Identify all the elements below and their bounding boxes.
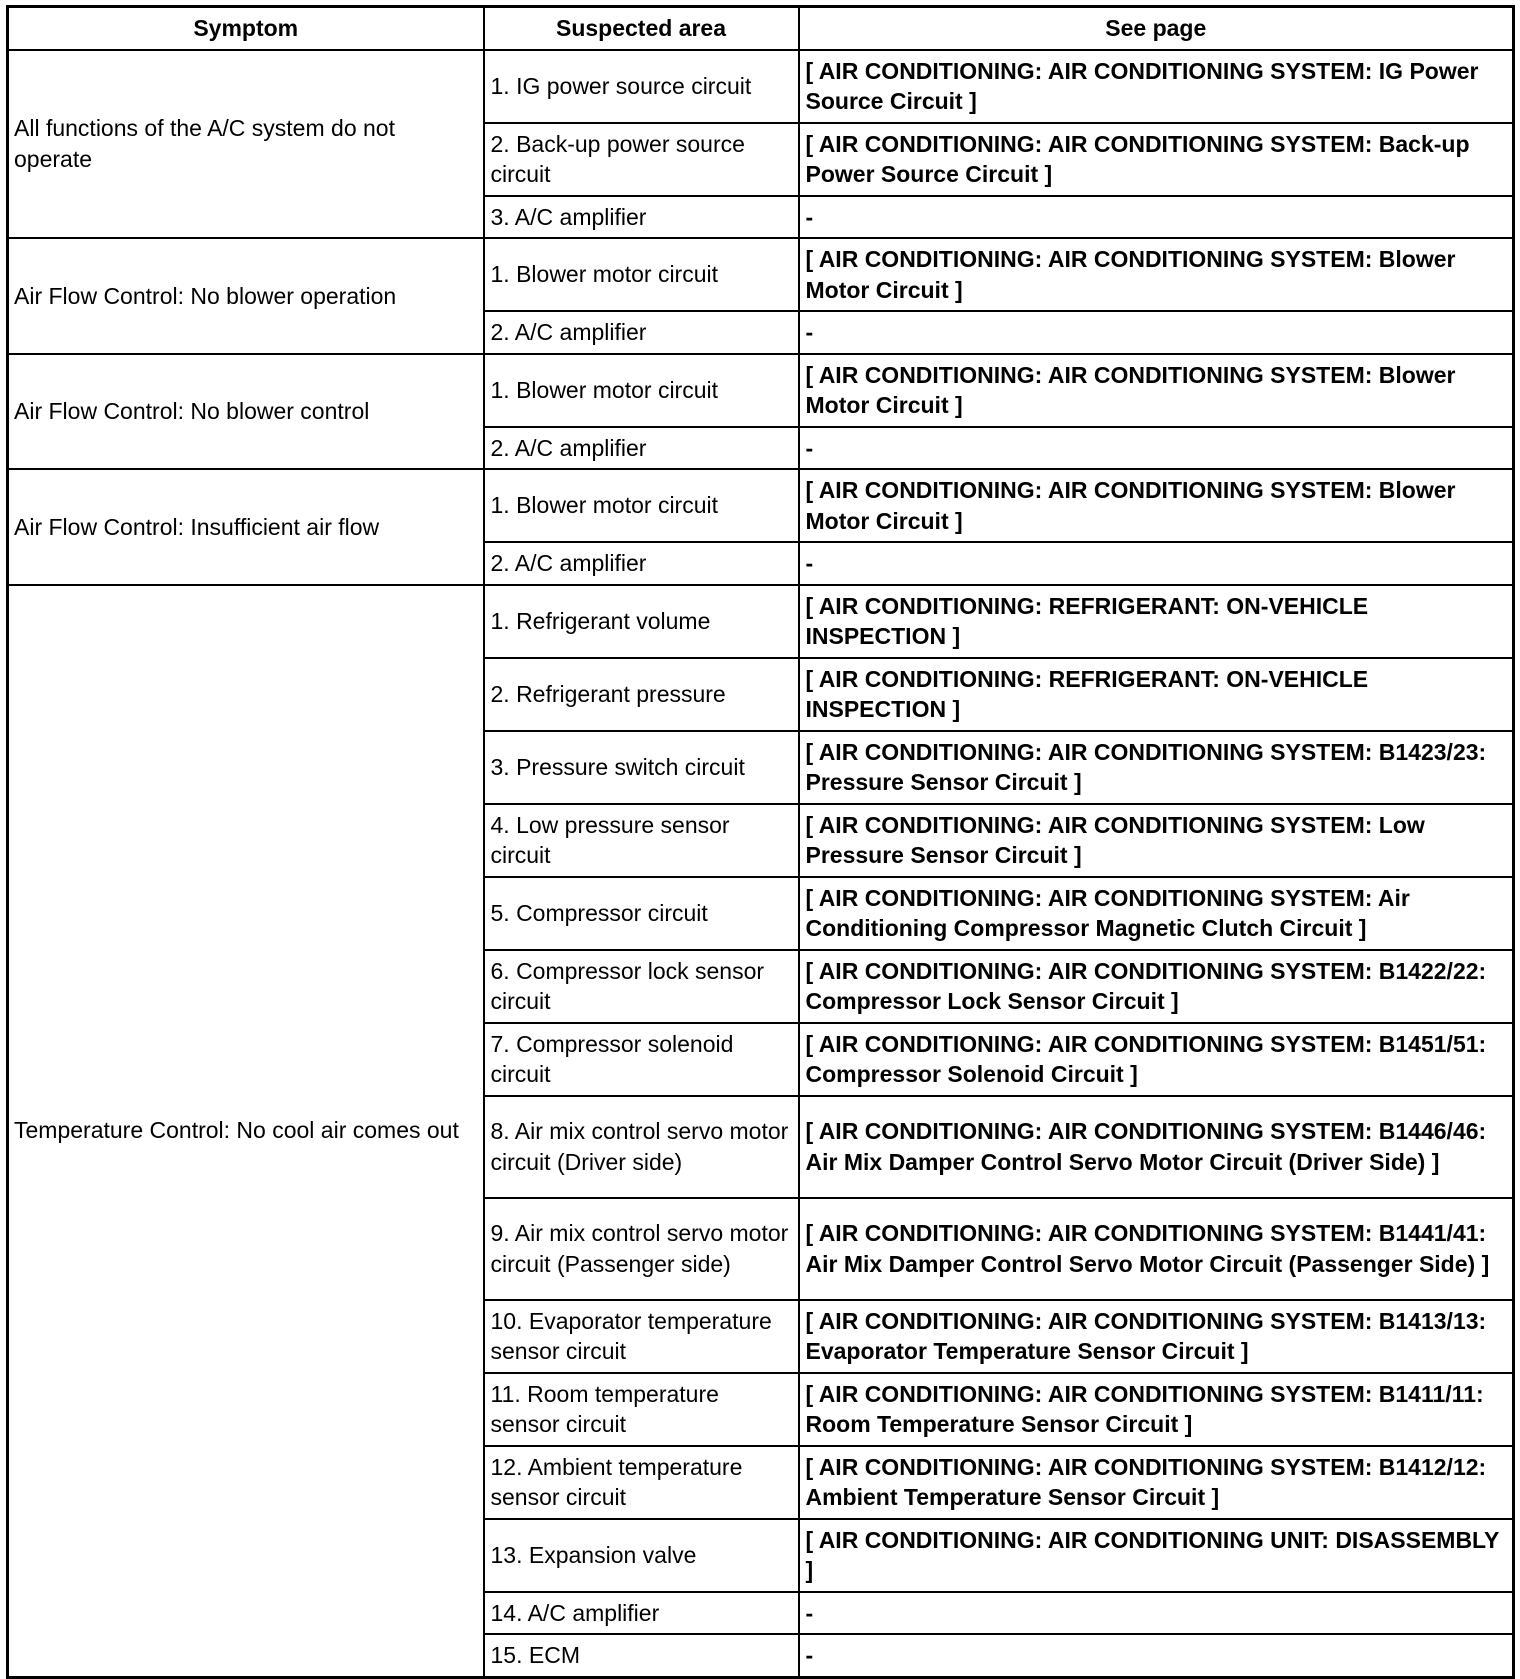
see-page-reference-cell[interactable]: [ AIR CONDITIONING: AIR CONDITIONING SYSTEM: B1451/51: Compressor Solenoid Circuit ] [799,1023,1514,1096]
see-page-reference-cell[interactable]: [ AIR CONDITIONING: AIR CONDITIONING SYSTEM: B1423/23: Pressure Sensor Circuit ] [799,731,1514,804]
table-row [8,585,1514,658]
suspected-area-cell: 3. Pressure switch circuit [484,731,799,804]
suspected-area-cell: 12. Ambient temperature sensor circuit [484,1446,799,1519]
suspected-area-cell: 1. Blower motor circuit [484,238,799,311]
see-page-reference-cell[interactable]: [ AIR CONDITIONING: AIR CONDITIONING SYSTEM: Back-up Power Source Circuit ] [799,123,1514,196]
problem-symptoms-table-container [6,5,1512,1679]
see-page-reference-cell[interactable]: [ AIR CONDITIONING: AIR CONDITIONING SYSTEM: Blower Motor Circuit ] [799,354,1514,427]
symptom-cell: Air Flow Control: Insufficient air flow [8,469,484,585]
suspected-area-cell: 6. Compressor lock sensor circuit [484,950,799,1023]
table-body [8,50,1514,1678]
suspected-area-cell: 9. Air mix control servo motor circuit (Passenger side) [484,1198,799,1300]
suspected-area-cell: 1. Refrigerant volume [484,585,799,658]
suspected-area-cell: 1. IG power source circuit [484,50,799,123]
suspected-area-cell: 2. A/C amplifier [484,311,799,354]
table-header-row [8,7,1514,50]
see-page-reference-cell[interactable]: [ AIR CONDITIONING: AIR CONDITIONING SYSTEM: B1411/11: Room Temperature Sensor Circuit ] [799,1373,1514,1446]
see-page-reference-cell[interactable]: [ AIR CONDITIONING: AIR CONDITIONING SYSTEM: B1422/22: Compressor Lock Sensor Circuit ] [799,950,1514,1023]
suspected-area-cell: 5. Compressor circuit [484,877,799,950]
symptom-cell: All functions of the A/C system do not operate [8,50,484,239]
symptom-cell: Air Flow Control: No blower operation [8,238,484,354]
suspected-area-cell: 8. Air mix control servo motor circuit (Driver side) [484,1096,799,1198]
see-page-reference-cell[interactable]: [ AIR CONDITIONING: AIR CONDITIONING UNIT: DISASSEMBLY ] [799,1519,1514,1592]
suspected-area-cell: 1. Blower motor circuit [484,354,799,427]
see-page-reference-cell: - [799,311,1514,354]
see-page-reference-cell[interactable]: [ AIR CONDITIONING: AIR CONDITIONING SYSTEM: Blower Motor Circuit ] [799,469,1514,542]
header-symptom: Symptom [8,7,484,50]
see-page-reference-cell[interactable]: [ AIR CONDITIONING: AIR CONDITIONING SYSTEM: IG Power Source Circuit ] [799,50,1514,123]
see-page-reference-cell: - [799,427,1514,470]
table-row [8,238,1514,311]
see-page-reference-cell: - [799,196,1514,239]
suspected-area-cell: 2. Back-up power source circuit [484,123,799,196]
table-row [8,469,1514,542]
suspected-area-cell: 3. A/C amplifier [484,196,799,239]
suspected-area-cell: 11. Room temperature sensor circuit [484,1373,799,1446]
see-page-reference-cell[interactable]: [ AIR CONDITIONING: AIR CONDITIONING SYSTEM: Air Conditioning Compressor Magnetic Clutch Circuit ] [799,877,1514,950]
see-page-reference-cell: - [799,542,1514,585]
table-row [8,50,1514,123]
suspected-area-cell: 13. Expansion valve [484,1519,799,1592]
suspected-area-cell: 1. Blower motor circuit [484,469,799,542]
problem-symptoms-table [6,5,1515,1679]
suspected-area-cell: 2. A/C amplifier [484,427,799,470]
see-page-reference-cell[interactable]: [ AIR CONDITIONING: AIR CONDITIONING SYSTEM: B1412/12: Ambient Temperature Sensor Circuit ] [799,1446,1514,1519]
suspected-area-cell: 7. Compressor solenoid circuit [484,1023,799,1096]
see-page-reference-cell: - [799,1592,1514,1635]
header-see-page: See page [799,7,1514,50]
suspected-area-cell: 10. Evaporator temperature sensor circuit [484,1300,799,1373]
see-page-reference-cell[interactable]: [ AIR CONDITIONING: AIR CONDITIONING SYSTEM: B1413/13: Evaporator Temperature Sensor Circuit ] [799,1300,1514,1373]
table-row [8,354,1514,427]
see-page-reference-cell[interactable]: [ AIR CONDITIONING: REFRIGERANT: ON-VEHICLE INSPECTION ] [799,658,1514,731]
suspected-area-cell: 2. A/C amplifier [484,542,799,585]
see-page-reference-cell[interactable]: [ AIR CONDITIONING: REFRIGERANT: ON-VEHICLE INSPECTION ] [799,585,1514,658]
suspected-area-cell: 2. Refrigerant pressure [484,658,799,731]
see-page-reference-cell[interactable]: [ AIR CONDITIONING: AIR CONDITIONING SYSTEM: Low Pressure Sensor Circuit ] [799,804,1514,877]
symptom-cell: Temperature Control: No cool air comes out [8,585,484,1678]
suspected-area-cell: 14. A/C amplifier [484,1592,799,1635]
symptom-cell: Air Flow Control: No blower control [8,354,484,470]
suspected-area-cell: 15. ECM [484,1634,799,1677]
see-page-reference-cell: - [799,1634,1514,1677]
see-page-reference-cell[interactable]: [ AIR CONDITIONING: AIR CONDITIONING SYSTEM: B1446/46: Air Mix Damper Control Servo Motor Circuit (Driver Side) ] [799,1096,1514,1198]
header-suspected-area: Suspected area [484,7,799,50]
see-page-reference-cell[interactable]: [ AIR CONDITIONING: AIR CONDITIONING SYSTEM: Blower Motor Circuit ] [799,238,1514,311]
suspected-area-cell: 4. Low pressure sensor circuit [484,804,799,877]
see-page-reference-cell[interactable]: [ AIR CONDITIONING: AIR CONDITIONING SYSTEM: B1441/41: Air Mix Damper Control Servo Motor Circuit (Passenger Side) ] [799,1198,1514,1300]
